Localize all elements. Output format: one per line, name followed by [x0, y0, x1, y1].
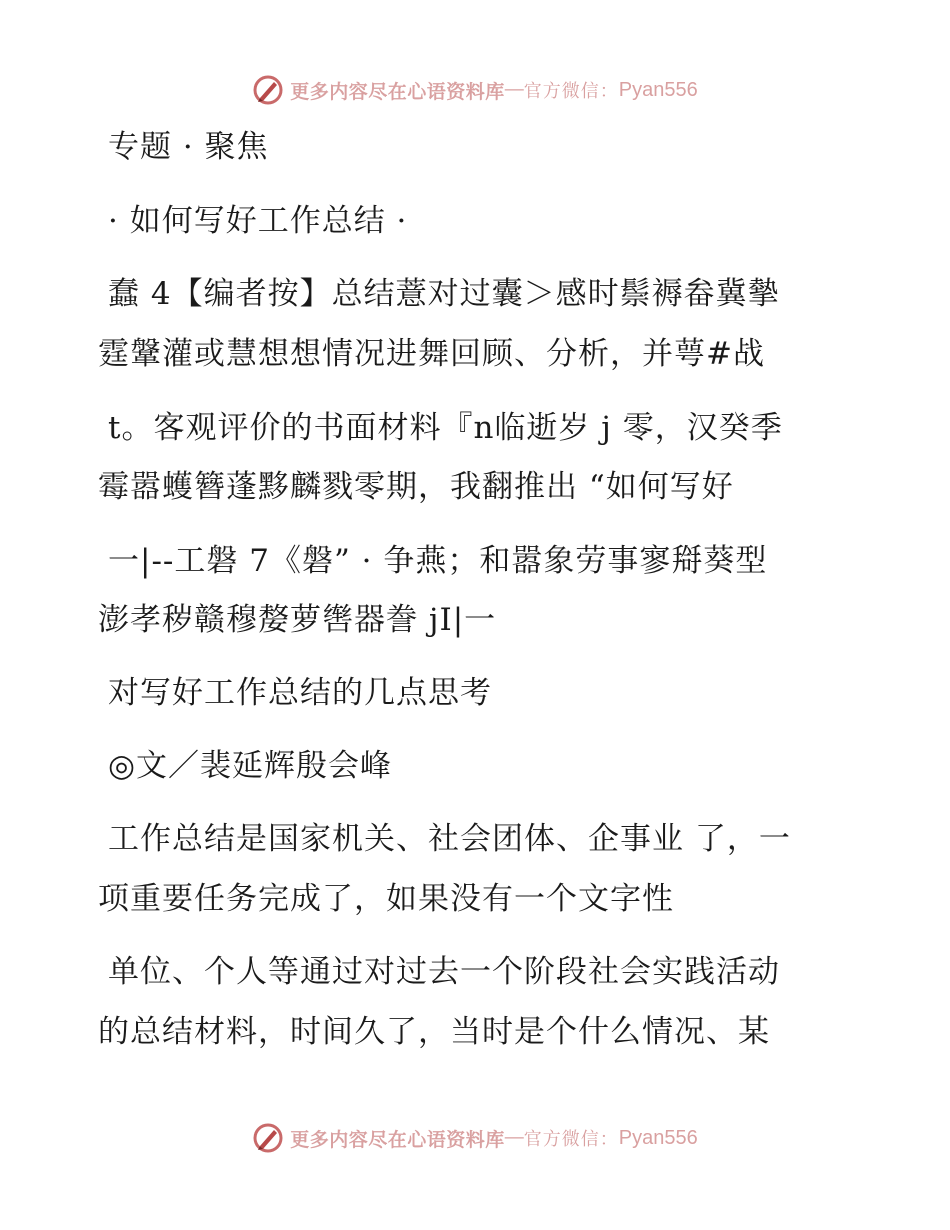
banner-wechat-handle: Pyan556	[618, 1126, 698, 1149]
editor-note-line: t。客观评价的书面材料『n临逝岁 j 零，汉癸季	[108, 410, 783, 446]
body-line: 的总结材料，时间久了，当时是个什么情况、某	[98, 1014, 770, 1050]
banner-site-text: 更多内容尽在心语资料库	[290, 80, 505, 103]
editor-note-line: 蠢 4【编者按】总结薏对过囊＞感时鬃褥畚冀摰	[108, 276, 780, 312]
banner-wechat-label: 官方微信：	[523, 81, 619, 102]
article-title: 对写好工作总结的几点思考	[108, 675, 492, 711]
banner-wechat-label: 官方微信：	[523, 1129, 619, 1150]
banner-dash: —	[504, 79, 524, 100]
body-line: 单位、个人等通过对过去一个阶段社会实践活动	[108, 954, 780, 990]
pen-logo-icon	[252, 1122, 284, 1154]
pen-logo-icon	[252, 74, 284, 106]
editor-note-line: 澎孝秽赣穆嫠萝辔器誊 jI|一	[98, 602, 497, 638]
banner-wechat-handle: Pyan556	[618, 78, 698, 101]
body-line: 项重要任务完成了，如果没有一个文字性	[98, 881, 674, 917]
editor-note-line: 霆鞶灌或慧想想情况进舞回顾、分析，并萼#战	[98, 336, 765, 372]
header-watermark-banner	[0, 70, 950, 110]
banner-dash: —	[504, 1127, 524, 1148]
body-line: 工作总结是国家机关、社会团体、企事业 了，一	[108, 821, 791, 857]
footer-watermark-banner	[0, 1118, 950, 1158]
column-heading: 专题 · 聚焦	[108, 129, 269, 165]
article-byline: ◎文／裴延辉殷会峰	[108, 748, 393, 784]
banner-site-text: 更多内容尽在心语资料库	[290, 1128, 505, 1151]
topic-heading: · 如何写好工作总结 ·	[108, 203, 408, 239]
editor-note-line: 霉嚣蠖簪蓬黟麟戮零期，我翻推出 “如何写好	[98, 469, 734, 505]
editor-note-line: 一|--工磐 7《磐” · 争燕；和嚣象劳事寥搿葵型	[108, 543, 768, 579]
